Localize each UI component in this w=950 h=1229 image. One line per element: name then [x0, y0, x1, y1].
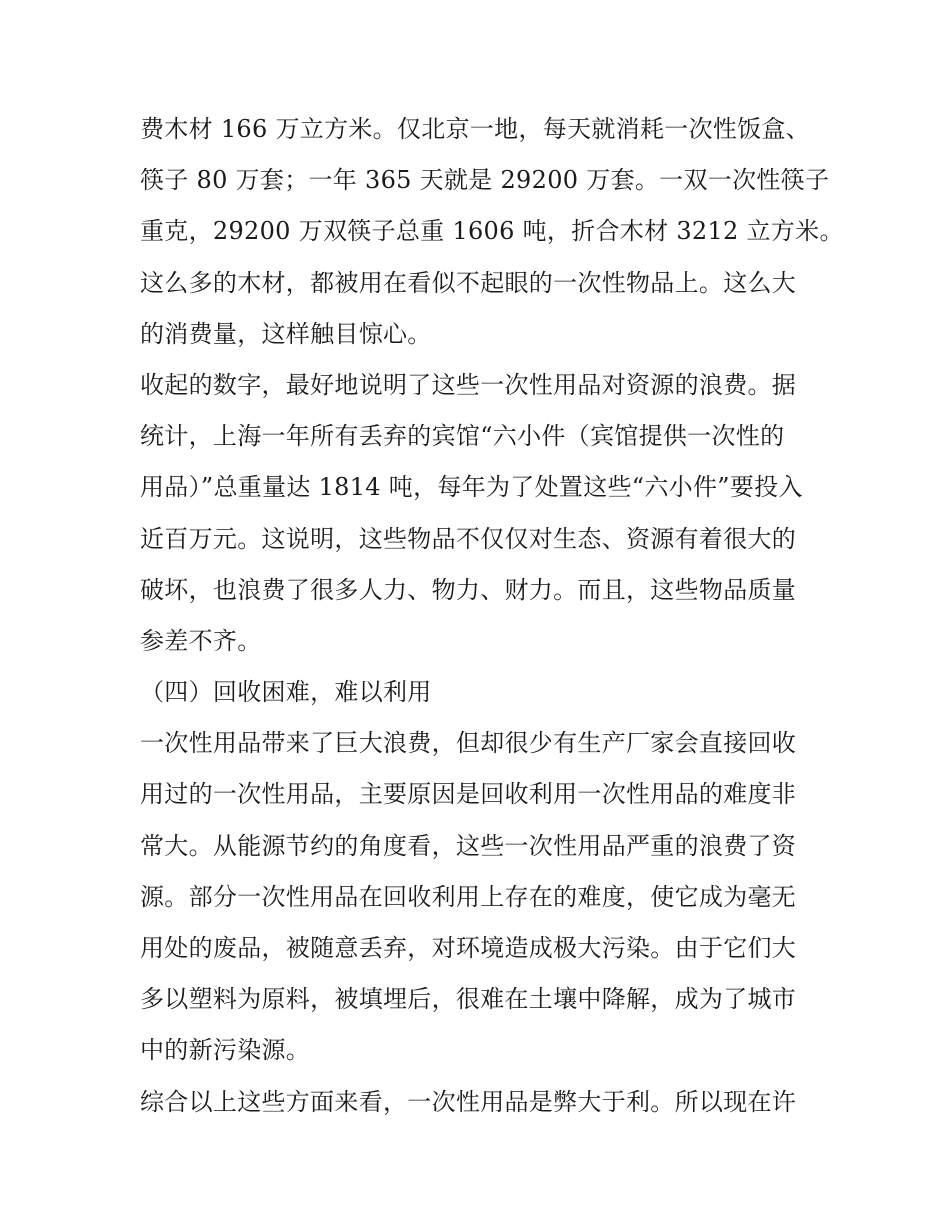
- text-line: 重克，29200 万双筷子总重 1606 吨，折合木材 3212 立方米。: [140, 217, 844, 246]
- text-line: 中的新污染源。: [140, 1036, 311, 1065]
- text-line: 用过的一次性用品，主要原因是回收利用一次性用品的难度非: [140, 780, 797, 809]
- body-text: [140, 104, 844, 1128]
- text-line: 用处的废品，被随意丢弃，对环境造成极大污染。由于它们大: [140, 934, 797, 962]
- text-line: 常大。从能源节约的角度看，这些一次性用品严重的浪费了资: [140, 831, 797, 860]
- text-line: 破坏，也浪费了很多人力、物力、财力。而且，这些物品质量: [140, 575, 797, 604]
- text-line: 用品）”总重量达 1814 吨，每年为了处置这些“六小件”要投入: [140, 473, 803, 502]
- text-line: 多以塑料为原料，被填埋后，很难在土壤中降解，成为了城市: [140, 985, 797, 1014]
- text-line: 费木材 166 万立方米。仅北京一地，每天就消耗一次性饭盒、: [140, 115, 811, 143]
- section-heading: （四）回收困难，难以利用: [140, 678, 432, 707]
- text-line: 的消费量，这样触目惊心。: [140, 319, 432, 348]
- text-line: 综合以上这些方面来看，一次性用品是弊大于利。所以现在许: [140, 1087, 797, 1116]
- text-line: 参差不齐。: [140, 626, 262, 655]
- text-line: 收起的数字，最好地说明了这些一次性用品对资源的浪费。据: [140, 370, 797, 399]
- text-line: 近百万元。这说明，这些物品不仅仅对生态、资源有着很大的: [140, 524, 797, 553]
- text-line: 统计，上海一年所有丢弃的宾馆“六小件（宾馆提供一次性的: [140, 422, 785, 451]
- text-line: 一次性用品带来了巨大浪费，但却很少有生产厂家会直接回收: [140, 729, 797, 758]
- text-line: 这么多的木材，都被用在看似不起眼的一次性物品上。这么大: [140, 268, 797, 297]
- text-line: 筷子 80 万套；一年 365 天就是 29200 万套。一双一次性筷子: [140, 166, 830, 195]
- text-line: 源。部分一次性用品在回收利用上存在的难度，使它成为毫无: [140, 882, 797, 911]
